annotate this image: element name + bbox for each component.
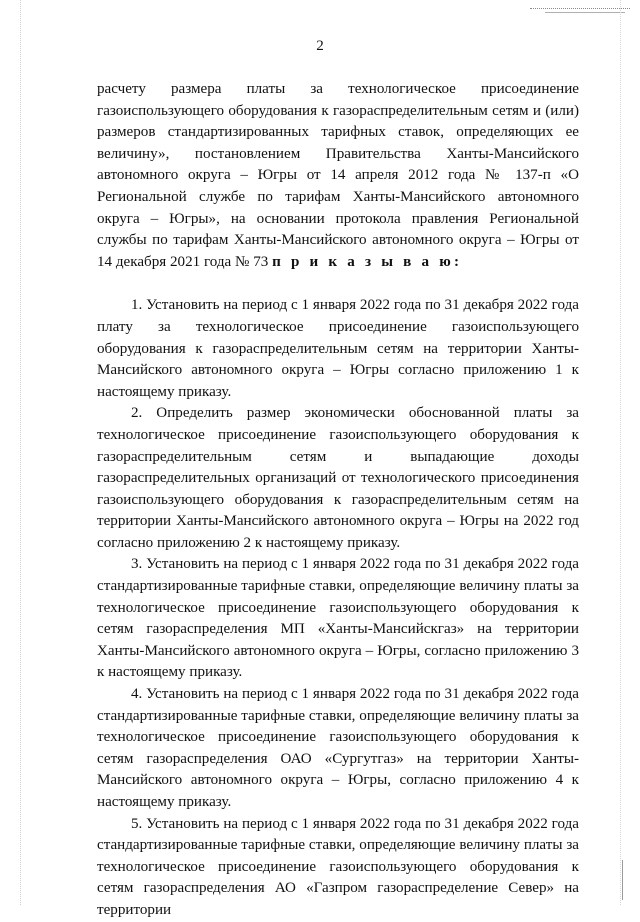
scan-artifact-left-edge	[20, 0, 22, 905]
document-body	[97, 79, 579, 922]
paragraph-item-3: 3. Установить на период с 1 января 2022 года по 31 декабря 2022 года стандартизированные тарифные ставки, определяющие величину платы за технологическое присоединение газоиспользующего оборудования к сетям газораспределения МП «Ханты-Мансийскгаз» на территории Ханты-Мансийского автономного округа – Югры, согласно приложению 3 к настоящему приказу.	[97, 556, 579, 681]
scan-artifact-top-line	[545, 12, 625, 14]
order-keyword: п р и к а з ы в а ю:	[272, 253, 463, 270]
scan-artifact-bottom-mark	[622, 860, 631, 900]
paragraph-preamble	[97, 79, 579, 273]
paragraph-item-1: 1. Установить на период с 1 января 2022 года по 31 декабря 2022 года плату за технологическое присоединение газоиспользующего оборудования к газораспределительным сетям на территории Ханты-Мансийского автономного округа – Югры согласно приложению 1 к настоящему приказу.	[97, 297, 579, 400]
paragraph-item-4: 4. Установить на период с 1 января 2022 года по 31 декабря 2022 года стандартизированные тарифные ставки, определяющие величину платы за технологическое присоединение газоиспользующего оборудования к сетям газораспределения ОАО «Сургутгаз» на территории Ханты-Мансийского автономного округа – Югры, согласно приложению 4 к настоящему приказу.	[97, 686, 579, 810]
paragraph-item-2: 2. Определить размер экономически обоснованной платы за технологическое присоединение газоиспользующего оборудования к газораспределительным сетям и выпадающие доходы газораспределительных организаций от технологического присоединения газоиспользующего оборудования к газораспределительным сетям на территории Ханты-Мансийского автономного округа – Югры на 2022 год согласно приложению 2 к настоящему приказу.	[97, 405, 579, 551]
paragraph-preamble-text: расчету размера платы за технологическое присоединение газоиспользующего оборудования к газораспределительным сетям и (или) размеров стандартизированных тарифных ставок, определяющих ее величину», постановлением Правительства Ханты-Мансийского автономного округа – Югры от 14 апреля 2012 года № 137-п «О Региональной службе по тарифам Ханты-Мансийского автономного округа – Югры», на основании протокола правления Региональной службы по тарифам Ханты-Мансийского автономного округа – Югры от 14 декабря 2021 года № 73	[97, 81, 579, 270]
page-number: 2	[316, 38, 324, 54]
scan-artifact-top	[530, 8, 630, 11]
scan-artifact-right-edge	[620, 0, 622, 905]
paragraph-item-5: 5. Установить на период с 1 января 2022 года по 31 декабря 2022 года стандартизированные тарифные ставки, определяющие величину платы за технологическое присоединение газоиспользующего оборудования к сетям газораспределения АО «Газпром газораспределение Север» на территории	[97, 815, 579, 918]
